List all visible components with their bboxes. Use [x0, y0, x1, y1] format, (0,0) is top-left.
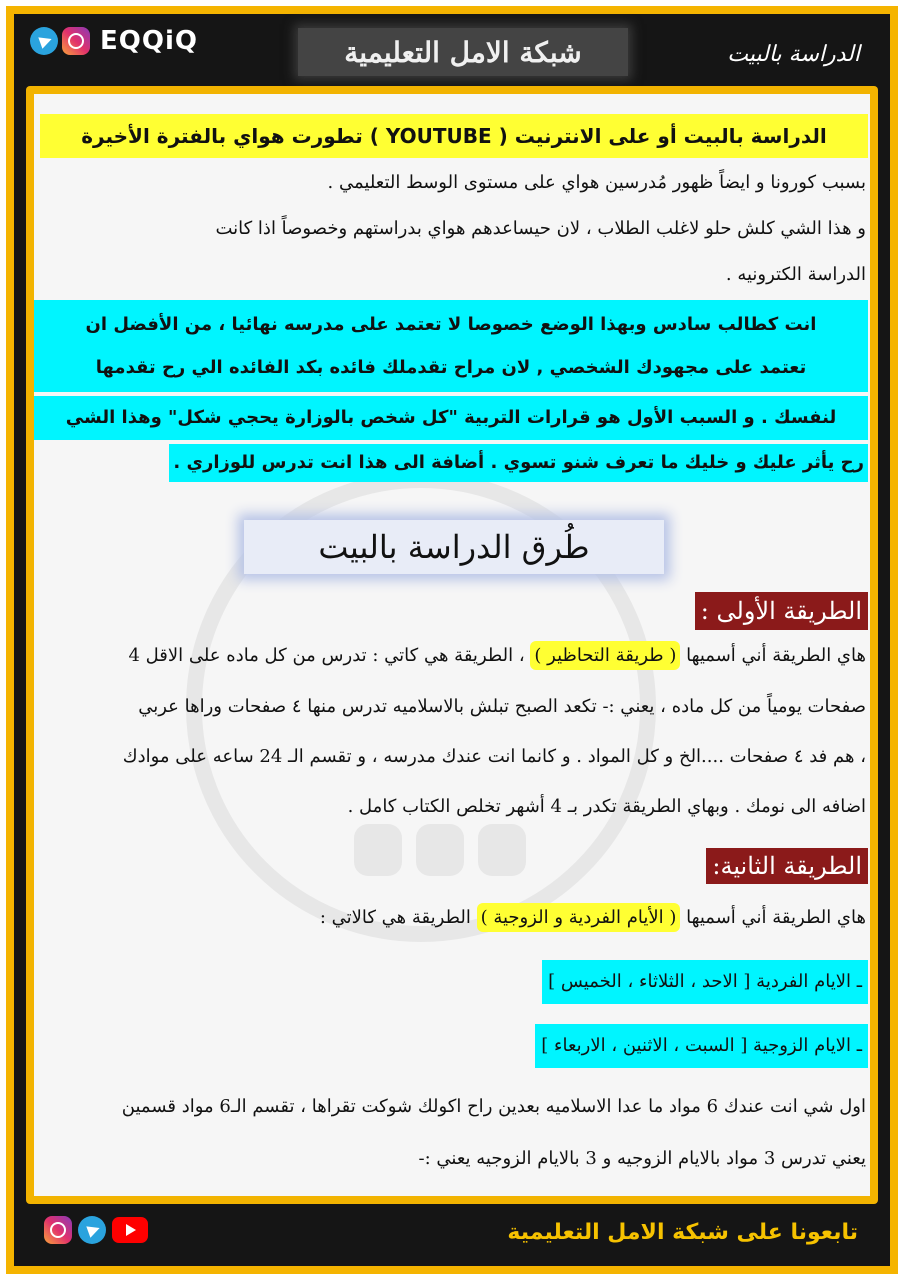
method1-line-1 [128, 636, 866, 676]
telegram-icon[interactable] [78, 1216, 106, 1244]
header-bar [14, 14, 890, 86]
even-days-list: ـ الايام الزوجية [ السبت ، الاثنين ، الاربعاء ] [535, 1024, 868, 1068]
topic-title: الدراسة بالبيت [727, 42, 860, 67]
odd-days-list: ـ الايام الفردية [ الاحد ، الثلاثاء ، الخميس ] [542, 960, 868, 1004]
method2-line1-before: هاي الطريقة أني أسميها [686, 907, 866, 928]
method1-label: الطريقة الأولى : [695, 592, 868, 630]
network-name: شبكة الامل التعليمية [344, 35, 582, 69]
method1-line1-after: ، الطريقة هي كاتي : تدرس من كل ماده على الاقل 4 [128, 645, 525, 666]
section-title: طُرق الدراسة بالبيت [318, 528, 590, 566]
method2-line-1 [320, 898, 866, 938]
intro-line-2: و هذا الشي كلش حلو لاغلب الطلاب ، لان حيساعدهم هواي بدراستهم وخصوصاً اذا كانت [215, 218, 866, 239]
intro-line-1: بسبب كورونا و ايضاً ظهور مُدرسين هواي على مستوى الوسط التعليمي . [327, 172, 866, 193]
intro-line-3: الدراسة الكترونيه . [725, 264, 866, 285]
footer-social-links [44, 1216, 148, 1244]
advice-line-3: لنفسك . و السبب الأول هو قرارات التربية "كل شخص بالوزارة يحجي شكل" وهذا الشي [34, 396, 868, 440]
method1-line-3: ، هم فد ٤ صفحات ....الخ و كل المواد . و كانما انت عندك مدرسه ، و تقسم الـ 24 ساعه على موادك [122, 746, 866, 767]
intro-heading: الدراسة بالبيت أو على الانترنيت ( YOUTUBE ) تطورت هواي بالفترة الأخيرة [40, 114, 868, 158]
method2-name-highlight: ( الأيام الفردية و الزوجية ) [477, 903, 681, 932]
advice-line-2: تعتمد على مجهودك الشخصي , لان مراح تقدملك فائده بكد الفائده الي رح تقدمها [34, 344, 868, 392]
method2-label: الطريقة الثانية: [706, 848, 868, 884]
section-title-box [244, 520, 664, 574]
advice-line-1: انت كطالب سادس وبهذا الوضع خصوصا لا تعتمد على مدرسه نهائيا ، من الأفضل ان [34, 300, 868, 344]
follow-text: تابعونا على شبكة الامل التعليمية [507, 1220, 858, 1245]
instagram-icon[interactable] [44, 1216, 72, 1244]
advice-line-4: رح يأثر عليك و خليك ما تعرف شنو تسوي . أضافة الى هذا انت تدرس للوزاري . [169, 444, 868, 482]
watermark-bars [354, 824, 526, 876]
method1-line1-before: هاي الطريقة أني أسميها [686, 645, 866, 666]
method1-line-2: صفحات يومياً من كل ماده ، يعني :- تكعد الصبح تبلش بالاسلاميه تدرس منها ٤ صفحات وراها عربي [138, 696, 866, 717]
method1-line-4: اضافه الى نومك . وبهاي الطريقة تكدر بـ 4 أشهر تخلص الكتاب كامل . [347, 796, 866, 817]
method1-name-highlight: ( طريقة التحاظير ) [530, 641, 680, 670]
method2-line1-after: الطريقة هي كالاتي : [319, 907, 471, 928]
footer-bar [14, 1204, 890, 1266]
method2-line-2: اول شي انت عندك 6 مواد ما عدا الاسلاميه بعدين راح اكولك شوكت تقراها ، تقسم الـ6 مواد قسمين [121, 1096, 866, 1117]
youtube-icon[interactable] [112, 1217, 148, 1243]
social-links [30, 26, 198, 56]
method2-line-3: يعني تدرس 3 مواد بالايام الزوجيه و 3 بالايام الزوجيه يعني :- [418, 1148, 866, 1169]
brand-name: EQQiQ [100, 26, 198, 56]
telegram-icon[interactable] [30, 27, 58, 55]
network-name-banner [298, 28, 628, 76]
instagram-icon[interactable] [62, 27, 90, 55]
